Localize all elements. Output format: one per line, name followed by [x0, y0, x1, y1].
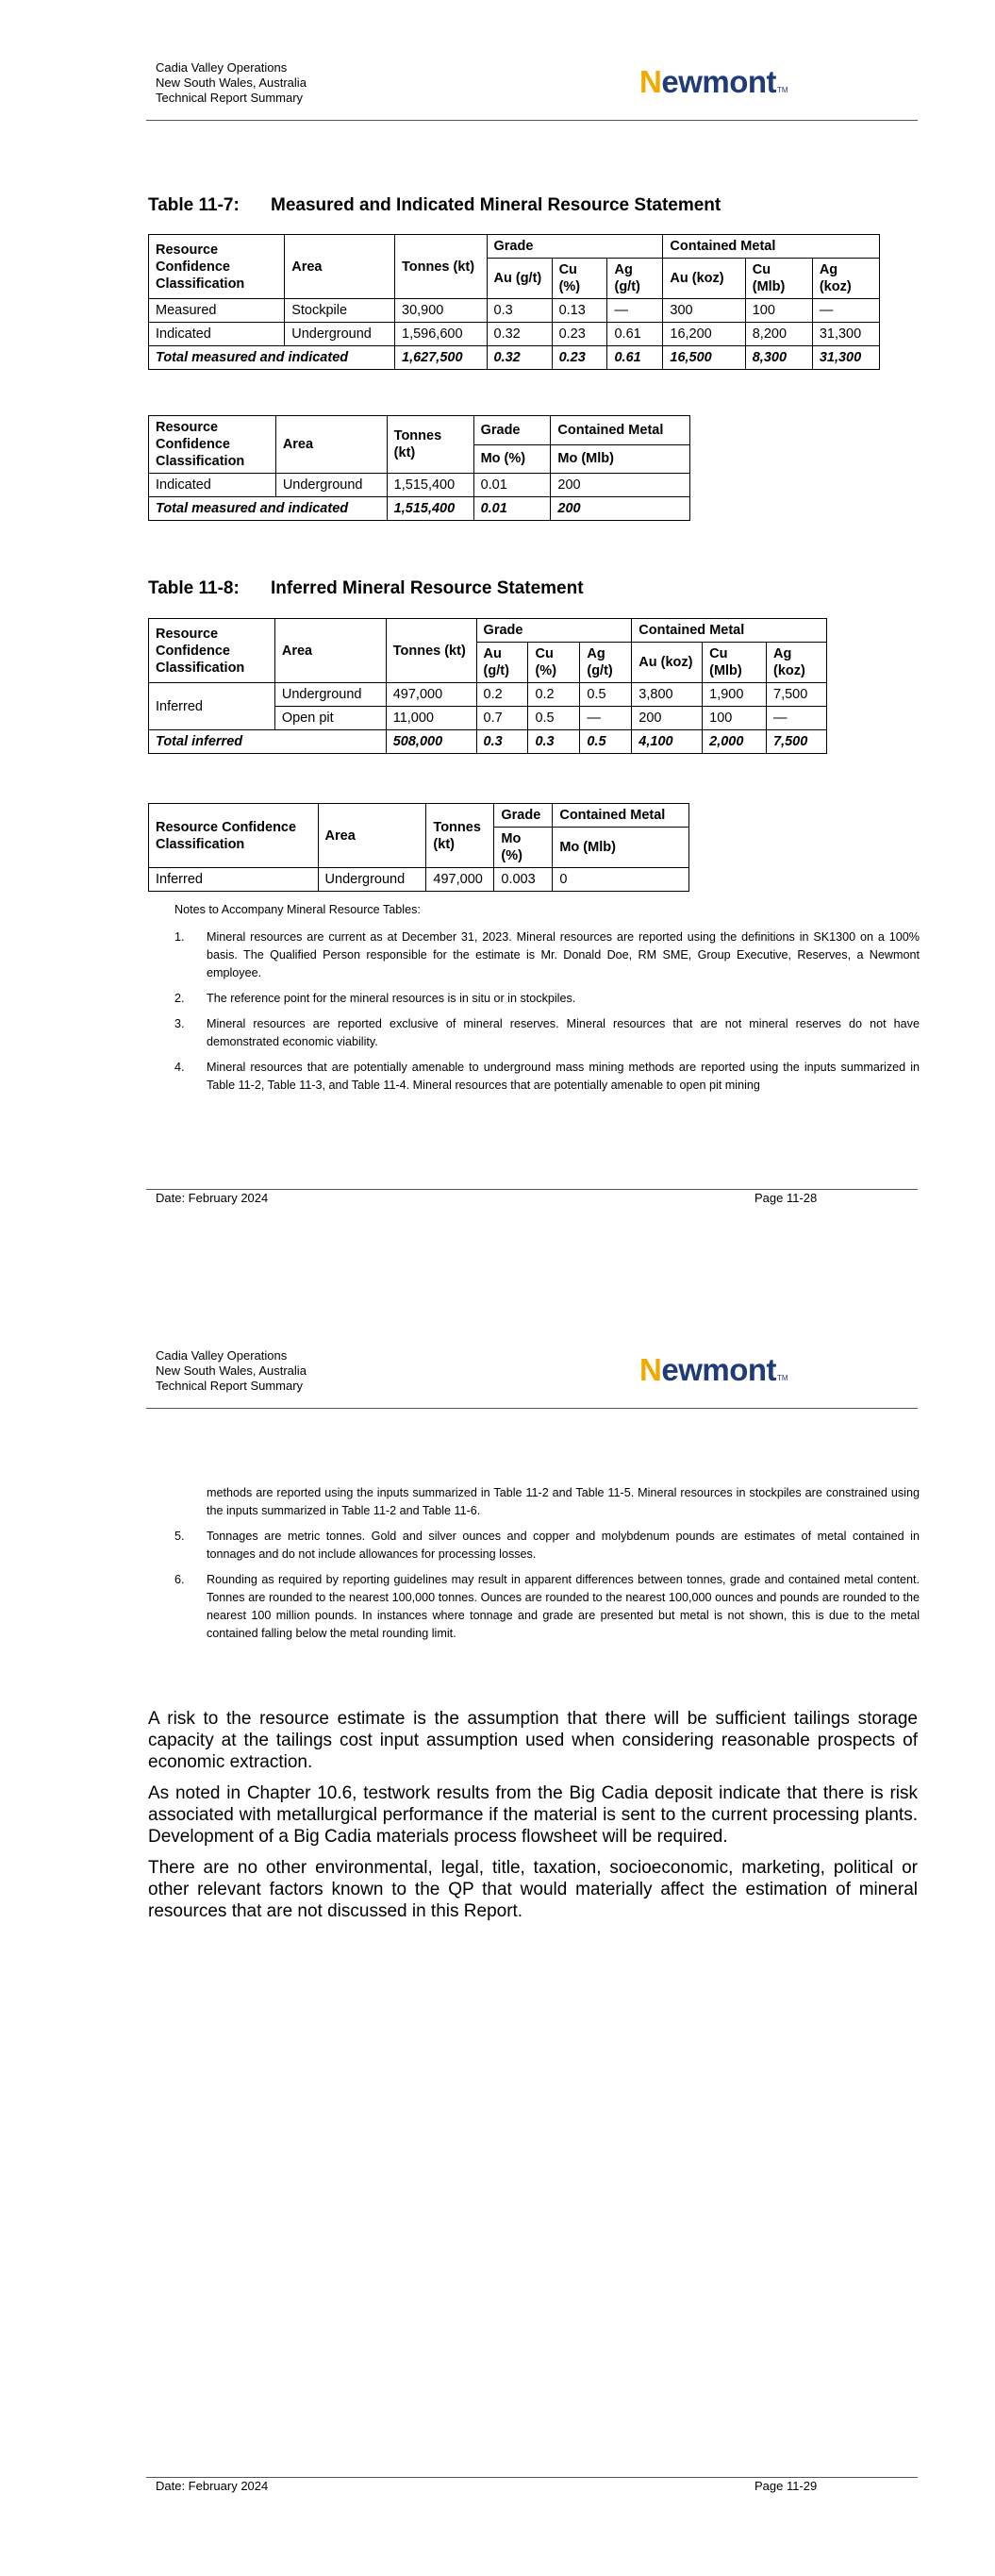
list-item: [174, 1059, 920, 1095]
cell: Open pit: [274, 707, 386, 730]
cell: 1,515,400: [387, 497, 473, 521]
cell: 8,200: [745, 323, 812, 346]
footer-page-number: Page 11-28: [755, 1191, 818, 1205]
footer-rule: [146, 2477, 918, 2478]
body-text: [148, 1708, 918, 1932]
col-header-classification: Resource Confidence Classification: [149, 619, 275, 683]
note-text: The reference point for the mineral resources is in situ or in stockpiles.: [207, 992, 576, 1005]
col-header-contained-metal: Contained Metal: [551, 416, 690, 445]
cell: 0.32: [487, 323, 552, 346]
table-total-row: [149, 497, 690, 521]
sub-header-ag-koz: Ag (koz): [812, 259, 879, 299]
cell: 0.01: [473, 474, 551, 497]
sub-header-au-gt: Au (g/t): [487, 259, 552, 299]
cell: 30,900: [395, 299, 488, 323]
cell: 0.2: [476, 683, 528, 707]
cell: Underground: [274, 683, 386, 707]
cell: 1,515,400: [387, 474, 473, 497]
cell: 0.61: [607, 323, 663, 346]
sub-header-mo-pct: Mo (%): [473, 444, 551, 474]
cell: 0.2: [528, 683, 580, 707]
cell: 1,627,500: [395, 346, 488, 370]
cell: 0.23: [552, 323, 607, 346]
cell: 100: [703, 707, 767, 730]
page-11-29: [0, 1288, 995, 2576]
col-header-grade: Grade: [473, 416, 551, 445]
col-header-tonnes: Tonnes (kt): [395, 235, 488, 299]
list-item: [174, 1571, 920, 1643]
cell: 200: [632, 707, 703, 730]
footer-page-number: Page 11-29: [755, 2479, 818, 2493]
cell: —: [767, 707, 827, 730]
cell: Inferred: [149, 683, 275, 730]
note-number: 3.: [174, 1017, 185, 1030]
sub-header-mo-mlb: Mo (Mlb): [553, 828, 689, 868]
note-number: 6.: [174, 1573, 185, 1586]
header-line-2: New South Wales, Australia: [156, 75, 307, 90]
table-title: Inferred Mineral Resource Statement: [271, 578, 584, 598]
sub-header-au-gt: Au (g/t): [476, 643, 528, 683]
cell: 1,596,600: [395, 323, 488, 346]
cell: 3,800: [632, 683, 703, 707]
col-header-area: Area: [318, 804, 426, 868]
cell: 16,500: [663, 346, 745, 370]
table-11-8-caption: [148, 578, 584, 599]
paragraph: There are no other environmental, legal, title, taxation, socioeconomic, marketing, political or other relevant factors known to the QP that would materially affect the estimation of mineral resources that are not discussed in this Report.: [148, 1858, 918, 1921]
cell: Stockpile: [285, 299, 395, 323]
cell: 2,000: [703, 730, 767, 754]
sub-header-mo-pct: Mo (%): [494, 828, 553, 868]
table-11-7: [148, 234, 880, 370]
sub-header-ag-gt: Ag (g/t): [580, 643, 632, 683]
header-line-1: Cadia Valley Operations: [156, 1348, 288, 1363]
sub-header-mo-mlb: Mo (Mlb): [551, 444, 690, 474]
cell: —: [607, 299, 663, 323]
cell: Total measured and indicated: [149, 346, 395, 370]
cell: 0.01: [473, 497, 551, 521]
notes-heading: Notes to Accompany Mineral Resource Tables:: [174, 903, 421, 916]
cell: 0.3: [528, 730, 580, 754]
list-item: [174, 928, 920, 982]
col-header-classification: Resource Confidence Classification: [149, 416, 276, 474]
cell: —: [812, 299, 879, 323]
cell: 200: [551, 474, 690, 497]
cell: 0.32: [487, 346, 552, 370]
cell: 0.13: [552, 299, 607, 323]
footer-date: Date: February 2024: [156, 1191, 269, 1205]
cell: 0.003: [494, 868, 553, 892]
cell: 0: [553, 868, 689, 892]
cell: 31,300: [812, 346, 879, 370]
table-row: [149, 299, 880, 323]
logo-initial: N: [639, 1352, 662, 1387]
cell: 0.5: [528, 707, 580, 730]
table-row: [149, 474, 690, 497]
page-header: [156, 1348, 307, 1394]
cell: 31,300: [812, 323, 879, 346]
header-line-1: Cadia Valley Operations: [156, 60, 288, 75]
sub-header-ag-koz: Ag (koz): [767, 643, 827, 683]
note-continuation: methods are reported using the inputs summarized in Table 11-2 and Table 11-5. Mineral resources in stockpiles are constrained using the inputs summarized in Table 11-2 and Table 11-6.: [207, 1486, 920, 1517]
logo-trademark: TM: [777, 86, 788, 94]
table-row: [149, 868, 689, 892]
resource-notes: [174, 901, 920, 1102]
cell: 0.3: [476, 730, 528, 754]
sub-header-cu-pct: Cu (%): [528, 643, 580, 683]
header-line-3: Technical Report Summary: [156, 91, 304, 105]
table-row: [149, 683, 827, 707]
cell: 300: [663, 299, 745, 323]
cell: 508,000: [386, 730, 476, 754]
cell: Measured: [149, 299, 285, 323]
note-number: 4.: [174, 1061, 185, 1074]
cell: Indicated: [149, 474, 276, 497]
col-header-classification: Resource Confidence Classification: [149, 235, 285, 299]
cell: Indicated: [149, 323, 285, 346]
table-11-8-molybdenum: [148, 803, 689, 892]
cell: Underground: [285, 323, 395, 346]
col-header-tonnes: Tonnes (kt): [387, 416, 473, 474]
cell: Underground: [318, 868, 426, 892]
cell: 497,000: [386, 683, 476, 707]
cell: 0.7: [476, 707, 528, 730]
table-total-row: [149, 730, 827, 754]
note-text: Tonnages are metric tonnes. Gold and silver ounces and copper and molybdenum pounds are estimates of metal contained in tonnages and do not include allowances for processing losses.: [207, 1530, 920, 1561]
cell: 0.23: [552, 346, 607, 370]
cell: 200: [551, 497, 690, 521]
list-item: [174, 990, 920, 1008]
newmont-logo: [639, 66, 788, 98]
cell: 0.5: [580, 730, 632, 754]
note-text: Mineral resources that are potentially amenable to underground mass mining methods are reported using the inputs summarized in Table 11-2, Table 11-3, and Table 11-4. Mineral resources that are potentially amenable to open pit mining: [207, 1061, 920, 1092]
table-row: [149, 323, 880, 346]
header-line-3: Technical Report Summary: [156, 1379, 304, 1393]
cell: Underground: [275, 474, 387, 497]
header-line-2: New South Wales, Australia: [156, 1363, 307, 1378]
table-11-7-caption: [148, 195, 721, 216]
table-number: Table 11-7:: [148, 195, 240, 215]
cell: 100: [745, 299, 812, 323]
note-number: 2.: [174, 992, 185, 1005]
note-text: Mineral resources are current as at December 31, 2023. Mineral resources are reported using the definitions in SK1300 on a 100% basis. The Qualified Person responsible for the estimate is Mr. Donald Doe, RM SME, Group Executive, Reserves, a Newmont employee.: [207, 930, 920, 979]
cell: Inferred: [149, 868, 319, 892]
col-header-grade: Grade: [476, 619, 632, 643]
resource-notes-continued: [174, 1484, 920, 1650]
sub-header-au-koz: Au (koz): [632, 643, 703, 683]
paragraph: A risk to the resource estimate is the assumption that there will be sufficient tailings storage capacity at the tailings cost input assumption used when considering reasonable prospects of economic extraction.: [148, 1709, 918, 1772]
header-rule: [146, 120, 918, 121]
cell: 4,100: [632, 730, 703, 754]
sub-header-au-koz: Au (koz): [663, 259, 745, 299]
header-rule: [146, 1408, 918, 1409]
sub-header-ag-gt: Ag (g/t): [607, 259, 663, 299]
cell: 1,900: [703, 683, 767, 707]
col-header-tonnes: Tonnes (kt): [426, 804, 494, 868]
col-header-grade: Grade: [494, 804, 553, 828]
sub-header-cu-mlb: Cu (Mlb): [745, 259, 812, 299]
cell: 0.5: [580, 683, 632, 707]
col-header-contained-metal: Contained Metal: [553, 804, 689, 828]
paragraph: As noted in Chapter 10.6, testwork results from the Big Cadia deposit indicate that there is risk associated with metallurgical performance if the material is sent to the current processing plants. Development of a Big Cadia materials process flowsheet will be required.: [148, 1783, 918, 1847]
cell: 16,200: [663, 323, 745, 346]
footer-rule: [146, 1189, 918, 1190]
cell: —: [580, 707, 632, 730]
cell: 0.3: [487, 299, 552, 323]
cell: 8,300: [745, 346, 812, 370]
col-header-contained-metal: Contained Metal: [663, 235, 880, 259]
newmont-logo: [639, 1354, 788, 1386]
note-number: 1.: [174, 930, 185, 944]
col-header-tonnes: Tonnes (kt): [386, 619, 476, 683]
table-title: Measured and Indicated Mineral Resource Statement: [271, 195, 721, 215]
cell: Total inferred: [149, 730, 387, 754]
list-item: [174, 1528, 920, 1564]
sub-header-cu-mlb: Cu (Mlb): [703, 643, 767, 683]
col-header-area: Area: [274, 619, 386, 683]
cell: 7,500: [767, 683, 827, 707]
footer-date: Date: February 2024: [156, 2479, 269, 2493]
logo-wordmark: ewmont: [661, 64, 777, 99]
cell: 7,500: [767, 730, 827, 754]
note-number: 5.: [174, 1530, 185, 1543]
col-header-grade: Grade: [487, 235, 663, 259]
page-header: [156, 60, 307, 106]
table-11-8: [148, 618, 827, 754]
logo-trademark: TM: [777, 1374, 788, 1382]
col-header-area: Area: [285, 235, 395, 299]
cell: 497,000: [426, 868, 494, 892]
sub-header-cu-pct: Cu (%): [552, 259, 607, 299]
col-header-area: Area: [275, 416, 387, 474]
note-text: Rounding as required by reporting guidelines may result in apparent differences between tonnes, grade and contained metal content. Tonnes are rounded to the nearest 100,000 tonnes. Ounces are rounded to the nearest 100,000 ounces and pounds are rounded to the nearest 100 million pounds. In instances where tonnage and grade are presented but metal is not shown, this is due to the metal contained falling below the metal rounding limit.: [207, 1573, 920, 1640]
note-text: Mineral resources are reported exclusive of mineral reserves. Mineral resources that are not mineral reserves do not have demonstrated economic viability.: [207, 1017, 920, 1048]
logo-initial: N: [639, 64, 662, 99]
logo-wordmark: ewmont: [661, 1352, 777, 1387]
table-number: Table 11-8:: [148, 578, 240, 598]
col-header-contained-metal: Contained Metal: [632, 619, 827, 643]
table-total-row: [149, 346, 880, 370]
cell: 11,000: [386, 707, 476, 730]
col-header-classification: Resource Confidence Classification: [149, 804, 319, 868]
list-item: [174, 1015, 920, 1051]
table-11-7-molybdenum: [148, 415, 690, 521]
cell: 0.61: [607, 346, 663, 370]
cell: Total measured and indicated: [149, 497, 388, 521]
